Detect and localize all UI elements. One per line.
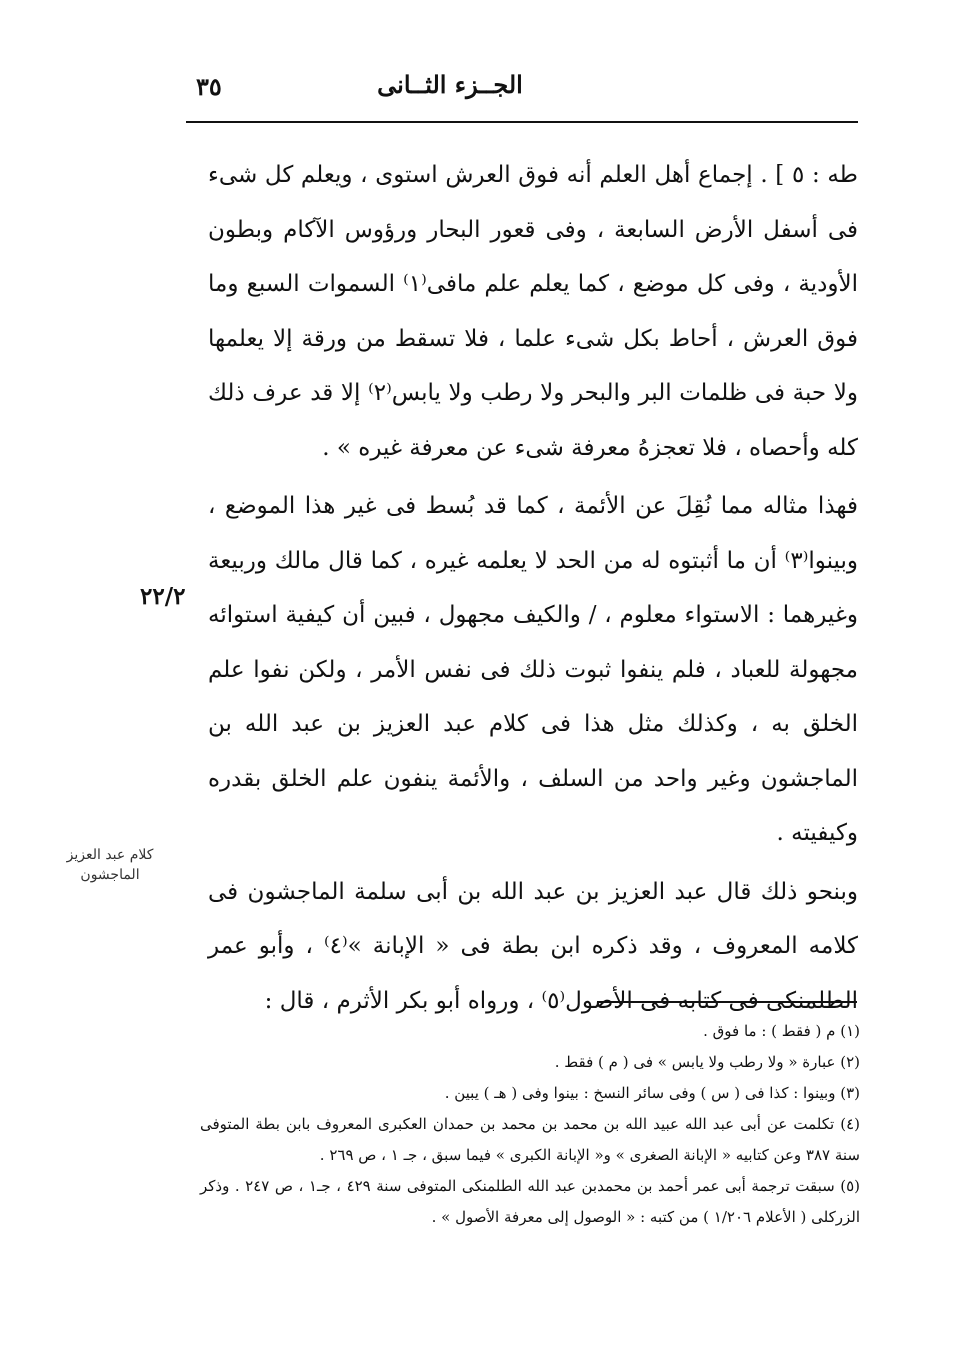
paragraph-2: فهذا مثاله مما نُقِلَ عن الأئمة ، كما قد بُسط فى غير هذا الموضع ، وبينوا⁽٣⁾ أن ما أثبتوه له من الحد لا يعلمه غيره ، كما قال مالك وربيعة وغيرهما : الاستواء معلوم ، / والكيف مجهول ، فبين أن كيفية استوائه مجهولة للعباد ، فلم ينفوا ثبوت ذلك فى نفس الأمر ، ولكن نفوا علم الخلق به ، وكذلك مثل هذا فى كلام عبد العزيز بن عبد الله بن الماجشون وغير واحد من السلف ، والأئمة ينفون علم الخلق بقدره وكيفيته . — [208, 493, 858, 846]
paragraph-1: طه : ٥ ] . إجماع أهل العلم أنه فوق العرش استوى ، ويعلم كل شىء فى أسفل الأرض السابعة ، وفى قعور البحار ورؤوس الآكام وبطون الأودية ، وفى كل موضع ، كما يعلم علم مافى⁽١⁾ السموات السبع وما فوق العرش ، أحاط بكل شىء علما ، فلا تسقط من ورقة إلا يعلمها ولا حبة فى ظلمات البر والبحر ولا رطب ولا يابس⁽٢⁾ إلا قد عرف ذلك كله وأحصاه ، فلا تعجزهُ معرفة شىء عن معرفة غيره » . — [208, 162, 859, 461]
header-divider — [186, 121, 858, 123]
footnote-3: (٣) وبينوا : كذا فى ( س ) وفى سائر النسخ : بينوا وفى ( هـ ) يبين . — [444, 1084, 860, 1102]
main-text-block — [208, 148, 858, 1028]
footnote-divider — [597, 1001, 857, 1003]
footnote-5: (٥) سبقت ترجمة أبى عمر أحمد بن محمدبن عبد الله الطلمنكى المتوفى سنة ٤٢٩ ، جـ١ ، ص ٢٤٧ . وذكر الزركلى ( الأعلام ١/٢٠٦ ) من كتبه : « الوصول إلى معرفة الأصول » . — [200, 1177, 861, 1226]
paragraph-3: وبنحو ذلك قال عبد العزيز بن عبد الله بن أبى سلمة الماجشون فى كلامه المعروف ، وقد ذكره ابن بطة فى « الإبانة »⁽٤⁾ ، وأبو عمر الطلمنكى فى كتابه فى الأصول⁽٥⁾ ، ورواه أبو بكر الأثرم ، قال : — [208, 878, 859, 1014]
volume-page-reference: ٢٢/٢ — [140, 583, 186, 610]
footnote-2: (٢) عبارة « ولا رطب ولا يابس » فى ( م ) فقط . — [554, 1053, 860, 1071]
page-number: ٣٥ — [196, 72, 222, 101]
margin-side-heading: كلام عبد العزيز الماجشون — [66, 847, 154, 883]
footnote-1: (١) م ( فقط ) : ما فوق . — [703, 1022, 860, 1040]
footnotes-block — [200, 1016, 860, 1233]
footnote-4: (٤) تكلمت عن أبى عبد الله عبيد الله بن محمد بن محمد بن حمدان العكبرى المعروف بابن بطة المتوفى سنة ٣٨٧ وعن كتابيه « الإبانة الصغرى » و« الإبانة الكبرى » فيما سبق ، جـ ١ ، ص ٢٦٩ . — [200, 1115, 860, 1164]
running-header-title: الجــزء الثــانى — [377, 70, 523, 99]
